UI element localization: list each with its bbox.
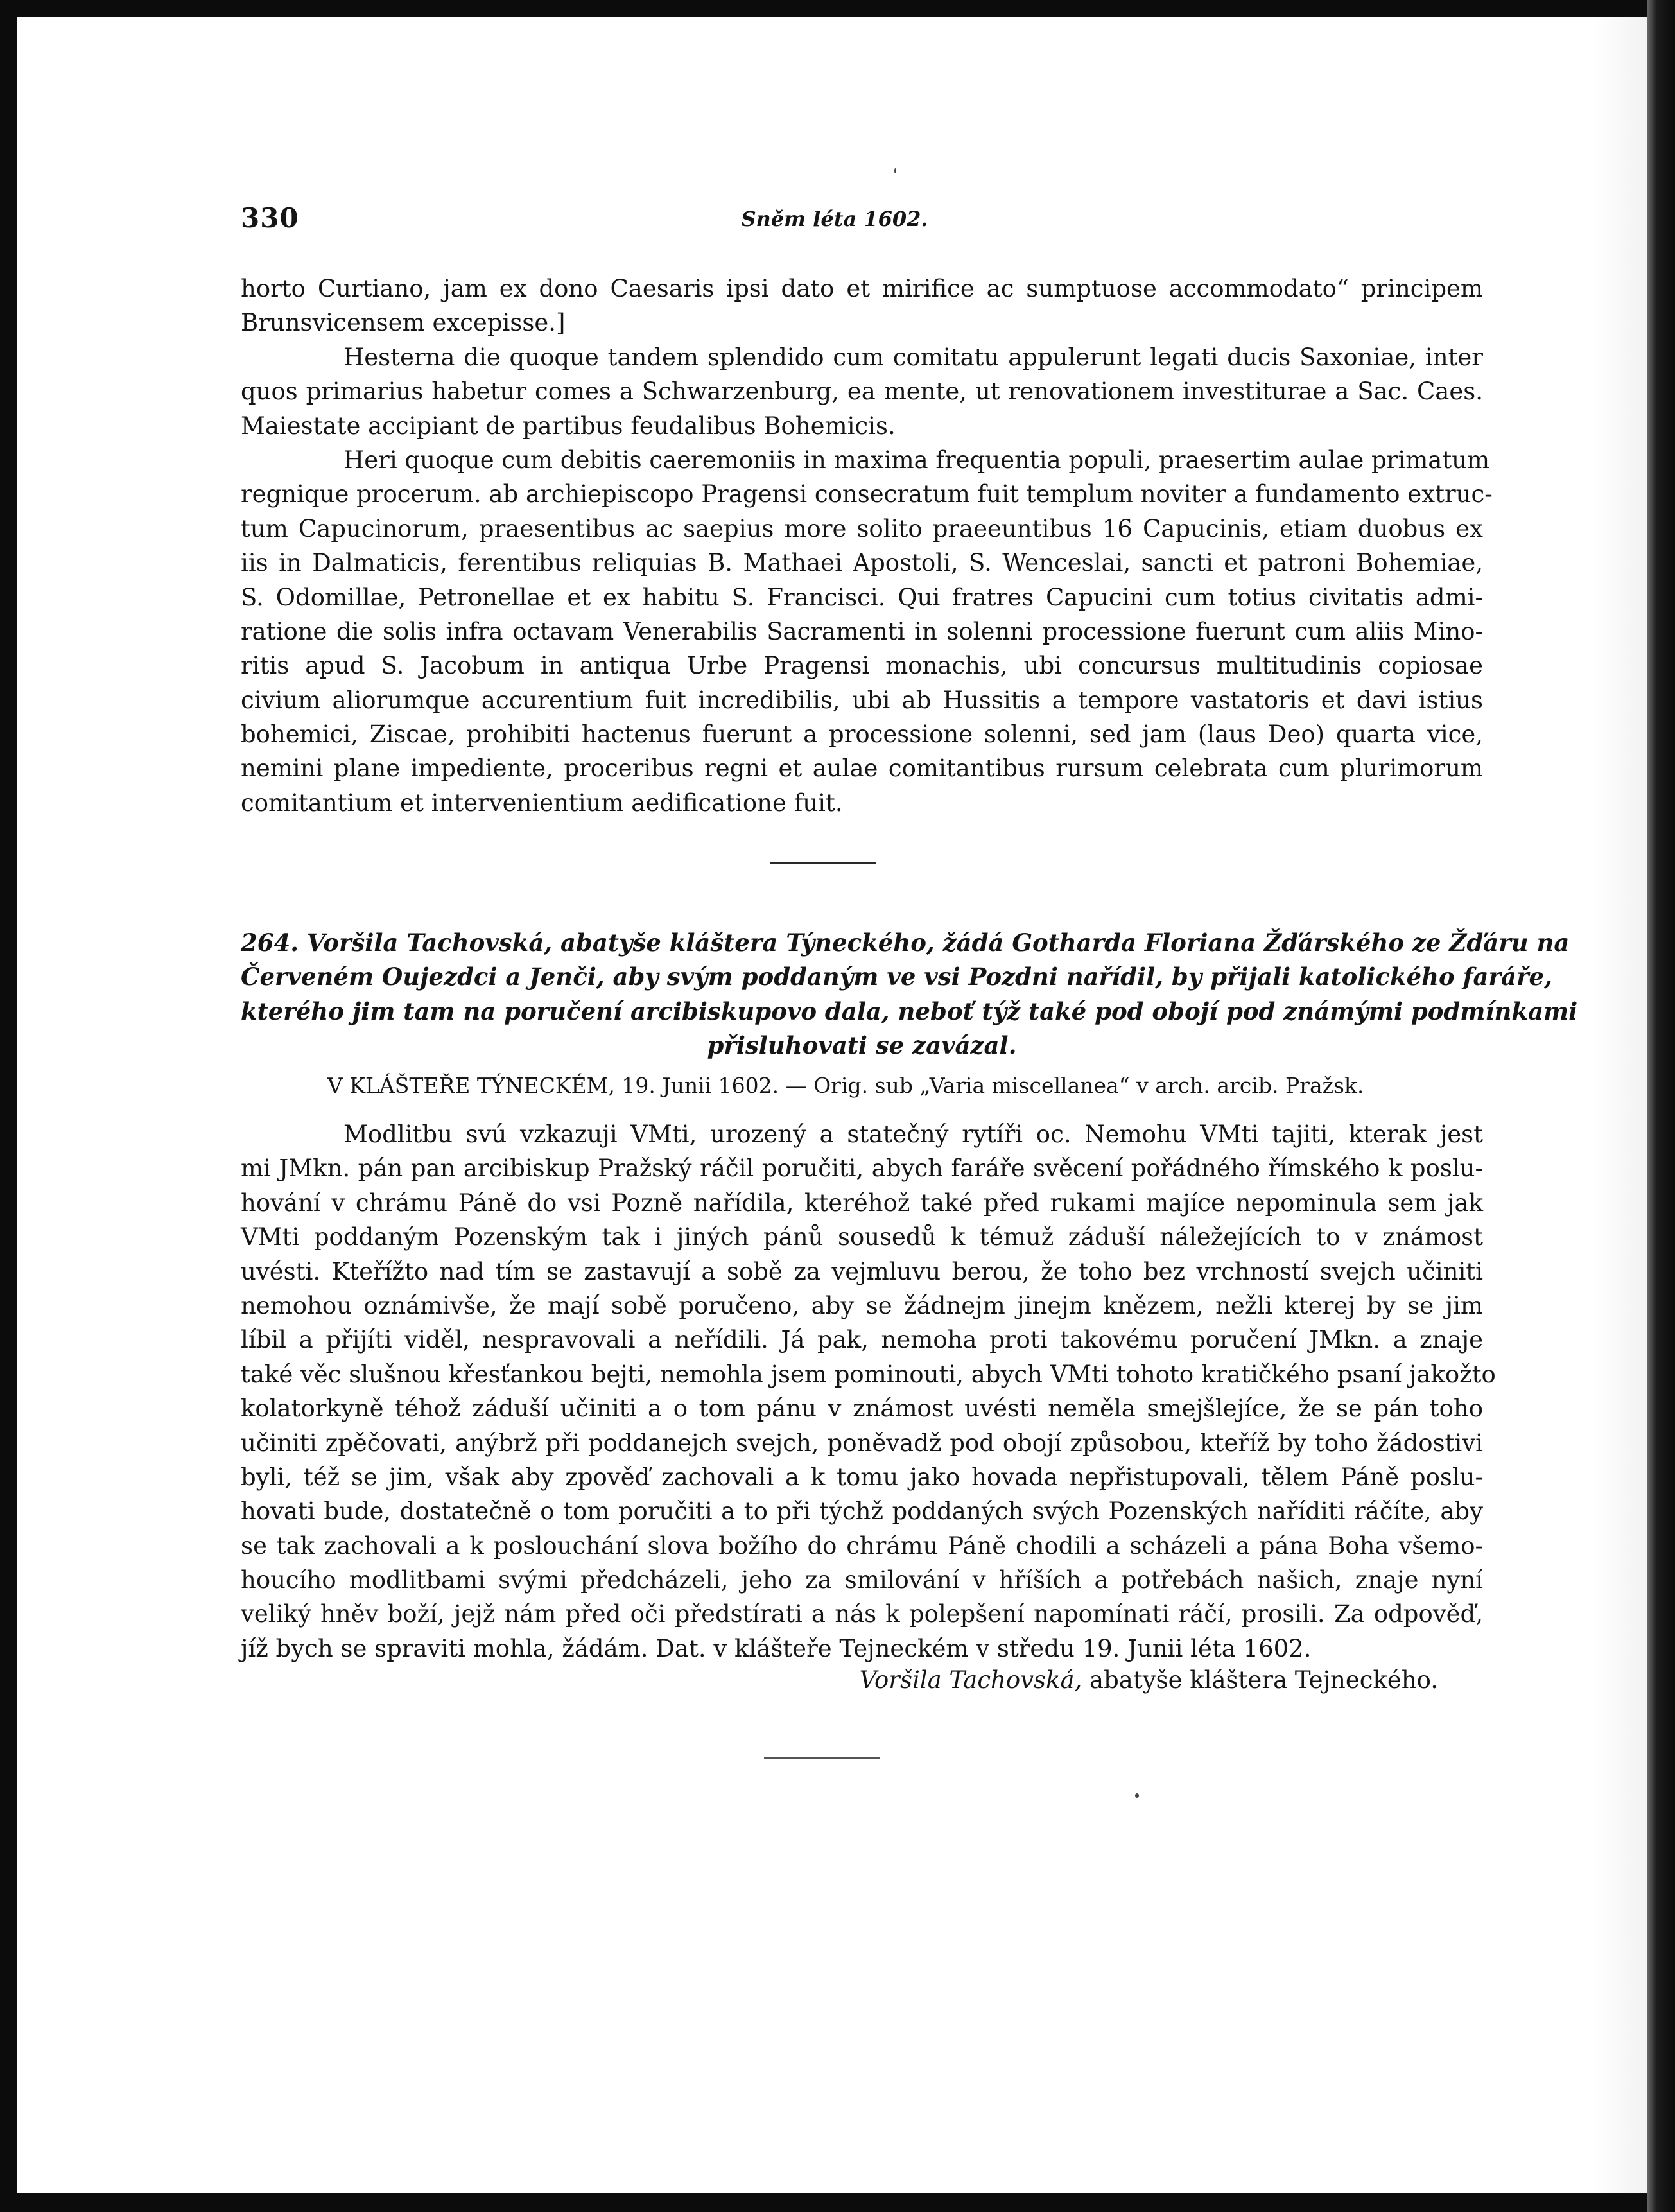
document-body	[241, 1117, 1496, 1666]
text-line: Brunsvicensem excepisse.]	[241, 309, 566, 337]
text-line: S. Odomillae, Petronellae et ex habitu S. Francisci. Qui fratres Capucini cum totius civitatis admi-	[241, 583, 1483, 611]
text-line: quos primarius habetur comes a Schwarzenburg, ea mente, ut renovationem investiturae a Sac. Caes.	[241, 378, 1483, 406]
text-line: nemohou oznámivše, že mají sobě poručeno, aby se žádnejm jinejm knězem, nežli kterej by se jim	[241, 1291, 1483, 1319]
scan-border-left	[0, 0, 17, 2212]
text-line: Hesterna die quoque tandem splendido cum comitatu appulerunt legati ducis Saxoniae, inter	[343, 343, 1483, 371]
text-line: nemini plane impediente, proceribus regni et aulae comitantibus rursum celebrata cum plurimorum	[241, 754, 1483, 783]
text-line: ratione die solis infra octavam Venerabilis Sacramenti in solenni processione fuerunt cum aliis Mino-	[241, 617, 1483, 645]
scan-shade-right	[1592, 17, 1647, 2193]
text-line: uvésti. Kteřížto nad tím se zastavují a sobě za vejmluvu berou, že toho bez vrchností svejch učiniti	[241, 1257, 1483, 1285]
text-line: Maiestate accipiant de partibus feudalibus Bohemicis.	[241, 412, 896, 440]
text-line: comitantium et intervenientium aedificatione fuit.	[241, 788, 843, 817]
signature-title: abatyše kláštera Tejneckého.	[1082, 1666, 1438, 1694]
text-line: učiniti zpěčovati, anýbrž při poddanejch svejch, poněvadž pod obojí způsobou, kteříž by toho žádostivi	[241, 1429, 1483, 1457]
text-line: ritis apud S. Jacobum in antiqua Urbe Pragensi monachis, ubi concursus multitudinis copiosae	[241, 652, 1483, 680]
signature-name: Voršila Tachovská,	[859, 1666, 1082, 1694]
scan-border-bottom	[0, 2193, 1675, 2212]
text-line: hování v chrámu Páně do vsi Pozně nařídila, kteréhož také před rukami majíce nepominula sem jak	[241, 1189, 1483, 1217]
text-line: hovati bude, dostatečně o tom poručiti a to při týchž poddaných svých Pozenských naříditi ráčíte, aby	[241, 1497, 1483, 1526]
scan-border-top	[0, 0, 1675, 17]
provenance-note: V KLÁŠTEŘE TÝNECKÉM, 19. Junii 1602. — Orig. sub „Varia miscellanea“ v arch. arcib. Pražsk.	[327, 1073, 1364, 1098]
text-line: kolatorkyně téhož záduší učiniti a o tom pánu v známost uvésti neměla smejšlejíce, že se pán toho	[241, 1395, 1483, 1423]
text-line: tum Capucinorum, praesentibus ac saepius more solito praeeuntibus 16 Capucinis, etiam duobus ex	[241, 514, 1483, 543]
text-line: se tak zachovali a k poslouchání slova božího do chrámu Páně chodili a scházeli a pána Boha všemo-	[241, 1531, 1483, 1560]
text-line: bohemici, Ziscae, prohibiti hactenus fuerunt a processione solenni, sed jam (laus Deo) quarta vice,	[241, 720, 1483, 749]
section-separator	[770, 862, 876, 864]
text-line: Heri quoque cum debitis caeremoniis in maxima frequentia populi, praesertim aulae primatum	[343, 446, 1490, 474]
heading-line: 264. Voršila Tachovská, abatyše kláštera Týneckého, žádá Gotharda Floriana Žďárského ze Žďáru na	[241, 928, 1570, 957]
scan-border-right	[1647, 0, 1675, 2212]
heading-line: přisluhovati se zavázal.	[707, 1031, 1017, 1060]
text-line: iis in Dalmaticis, ferentibus reliquias B. Mathaei Apostoli, S. Wenceslai, sancti et patroni Bohemiae,	[241, 549, 1483, 577]
page-number: 330	[241, 202, 299, 234]
text-line: regnique procerum. ab archiepiscopo Pragensi consecratum fuit templum noviter a fundamento extruc-	[241, 480, 1493, 509]
text-line: horto Curtiano, jam ex dono Caesaris ipsi dato et mirifice ac sumptuose accommodato“ principem	[241, 275, 1483, 302]
running-title: Sněm léta 1602.	[741, 207, 928, 231]
signature	[857, 1663, 1438, 1697]
letter-continuation	[241, 272, 1493, 820]
text-line: Modlitbu svú vzkazuji VMti, urozený a statečný rytíři oc. Nemohu VMti tajiti, kterak jest	[343, 1120, 1483, 1148]
heading-line: Červeném Oujezdci a Jenči, aby svým poddaným ve vsi Pozdni nařídil, by přijali katolického faráře,	[241, 962, 1552, 991]
document-heading	[241, 926, 1578, 1063]
closing-separator	[764, 1757, 880, 1759]
text-line: také věc slušnou křesťankou bejti, nemohla jsem pominouti, abych VMti tohoto kratičkého psaní jakožto	[241, 1360, 1496, 1388]
text-line: civium aliorumque accurentium fuit incredibilis, ubi ab Hussitis a tempore vastatoris et davi istius	[241, 686, 1483, 714]
text-line: houcího modlitbami svými předcházeli, jeho za smilování v hříších a potřebách našich, znaje nyní	[241, 1566, 1483, 1594]
text-line: mi JMkn. pán pan arcibiskup Pražský ráčil poručiti, abych faráře svěcení pořádného římského k poslu-	[241, 1154, 1483, 1183]
heading-line: kterého jim tam na poručení arcibiskupovo dala, neboť týž také pod obojí pod známými podmínkami	[241, 997, 1578, 1025]
text-line: jíž bych se spraviti mohla, žádám. Dat. v klášteře Tejneckém v středu 19. Junii léta 1602.	[241, 1634, 1312, 1662]
text-line: byli, též se jim, však aby zpověď zachovali a k tomu jako hovada nepřistupovali, tělem Páně poslu-	[241, 1463, 1483, 1491]
scan-speck	[1135, 1793, 1139, 1798]
text-line: veliký hněv boží, jejž nám před oči předstírati a nás k polepšení napomínati ráčí, prosili. Za odpověď,	[241, 1600, 1483, 1628]
scan-speck	[894, 168, 896, 173]
text-line: líbil a přijíti viděl, nespravovali a neřídili. Já pak, nemoha proti takovému poručení JMkn. a znaje	[241, 1326, 1483, 1354]
text-line: VMti poddaným Pozenským tak i jiných pánů sousedů k témuž záduší náležejících to v známost	[241, 1223, 1483, 1251]
